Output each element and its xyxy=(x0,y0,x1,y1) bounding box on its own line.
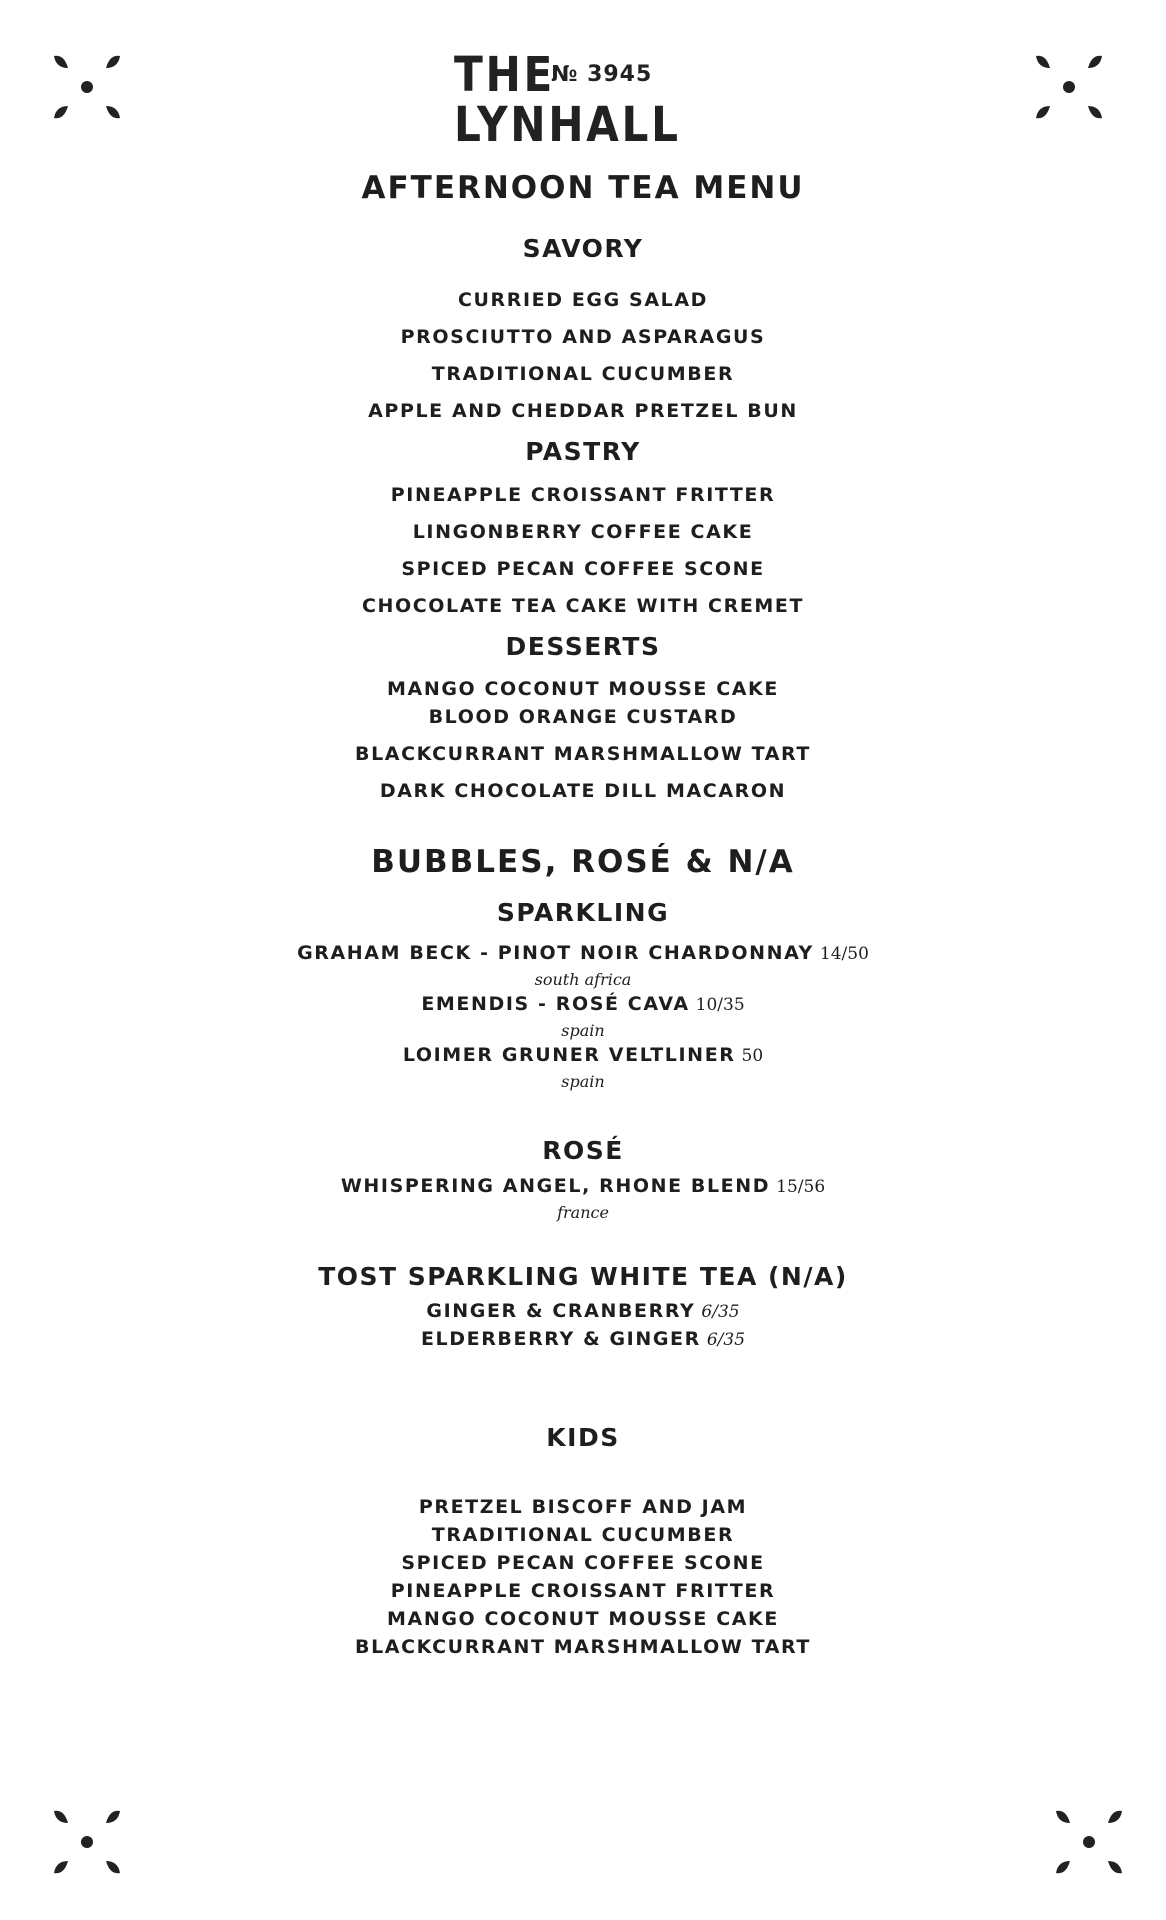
wine-price: 15/56 xyxy=(776,1177,826,1197)
wine-name: WHISPERING ANGEL, RHONE BLEND xyxy=(340,1175,771,1197)
menu-item: CURRIED EGG SALAD xyxy=(457,289,709,311)
section-heading-savory: SAVORY xyxy=(522,234,644,263)
wine-name: LOIMER GRUNER VELTLINER xyxy=(402,1044,736,1066)
menu-item: TRADITIONAL CUCUMBER xyxy=(431,363,735,385)
brand-number: № 3945 xyxy=(550,62,653,87)
menu-item xyxy=(0,1328,1166,1350)
menu-item: PINEAPPLE CROISSANT FRITTER xyxy=(390,484,776,506)
bubbles-title: BUBBLES, ROSÉ & N/A xyxy=(371,844,795,880)
menu-title: AFTERNOON TEA MENU xyxy=(361,170,805,206)
menu-item: PROSCIUTTO AND ASPARAGUS xyxy=(400,326,766,348)
brand-line2: LYNHALL xyxy=(454,97,681,153)
wine-item xyxy=(0,942,1166,964)
wine-name: GRAHAM BECK - PINOT NOIR CHARDONNAY xyxy=(297,942,814,964)
section-heading-desserts: DESSERTS xyxy=(505,632,661,661)
menu-item: SPICED PECAN COFFEE SCONE xyxy=(401,1552,765,1574)
wine-price: 10/35 xyxy=(695,995,745,1015)
menu-item: DARK CHOCOLATE DILL MACARON xyxy=(379,780,787,802)
menu-item: CHOCOLATE TEA CAKE WITH CREMET xyxy=(361,595,805,617)
wine-region: spain xyxy=(561,1021,605,1040)
menu-item: LINGONBERRY COFFEE CAKE xyxy=(412,521,754,543)
menu-item: BLOOD ORANGE CUSTARD xyxy=(428,706,738,728)
menu-item xyxy=(0,1300,1166,1322)
menu-item: MANGO COCONUT MOUSSE CAKE xyxy=(387,1608,779,1630)
wine-item xyxy=(0,1175,1166,1197)
wine-region: spain xyxy=(561,1072,605,1091)
menu-item: BLACKCURRANT MARSHMALLOW TART xyxy=(355,1636,811,1658)
menu-item: PINEAPPLE CROISSANT FRITTER xyxy=(390,1580,776,1602)
wine-region: south africa xyxy=(534,970,632,989)
tea-name: ELDERBERRY & GINGER xyxy=(420,1328,701,1350)
wine-item xyxy=(0,1044,1166,1066)
menu-item: SPICED PECAN COFFEE SCONE xyxy=(401,558,765,580)
section-heading-pastry: PASTRY xyxy=(525,437,641,466)
tea-price: 6/35 xyxy=(706,1330,746,1350)
wine-price: 50 xyxy=(741,1046,764,1066)
wine-price: 14/50 xyxy=(819,944,869,964)
menu-item: APPLE AND CHEDDAR PRETZEL BUN xyxy=(368,400,798,422)
section-heading-rose: ROSÉ xyxy=(542,1136,624,1165)
section-heading-tost: TOST SPARKLING WHITE TEA (N/A) xyxy=(318,1262,848,1291)
wine-region: france xyxy=(557,1203,609,1222)
section-heading-kids: KIDS xyxy=(546,1423,620,1452)
section-heading-sparkling: SPARKLING xyxy=(496,898,670,927)
wine-name: EMENDIS - ROSÉ CAVA xyxy=(421,993,690,1015)
tea-name: GINGER & CRANBERRY xyxy=(426,1300,696,1322)
leaf-burst-ornament-icon xyxy=(1052,1805,1126,1879)
wine-item xyxy=(0,993,1166,1015)
menu-item: PRETZEL BISCOFF AND JAM xyxy=(418,1496,748,1518)
tea-price: 6/35 xyxy=(701,1302,740,1322)
menu-item: TRADITIONAL CUCUMBER xyxy=(431,1524,735,1546)
brand-logo xyxy=(0,47,1166,153)
menu-item: MANGO COCONUT MOUSSE CAKE xyxy=(387,678,779,700)
brand-line1: THE xyxy=(454,47,556,103)
leaf-burst-ornament-icon xyxy=(50,1805,124,1879)
menu-item: BLACKCURRANT MARSHMALLOW TART xyxy=(355,743,811,765)
